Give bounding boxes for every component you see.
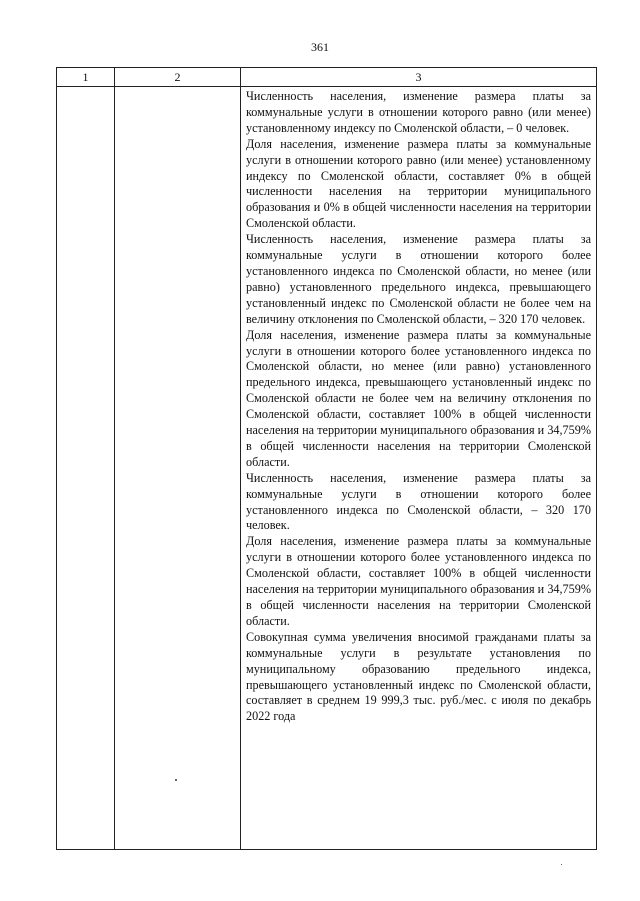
paragraph-population-count-above: Численность населения, изменение размера платы за коммунальные услуги в отношении которого более установленного индекса по Смоленской области, – 320 170 человек. [246,470,591,533]
table-header-row [57,68,597,87]
cell-column-3 [241,87,597,850]
scan-speck [175,779,177,781]
paragraph-total-increase: Совокупная сумма увеличения вносимой гражданами платы за коммунальные услуги в результате установления по муниципальному образованию предельного индекса, превышающего установленный индекс по Смоленской области, составляет в среднем 19 999,3 тыс. руб./мес. с июля по декабрь 2022 года [246,629,591,724]
document-table [56,67,597,850]
page-number: 361 [311,40,329,54]
paragraph-population-share-limit: Доля населения, изменение размера платы за коммунальные услуги в отношении которого более установленного индекса по Смоленской области, но менее (или равно) установленного предельного индекса, превышающего установленный индекс по Смоленской области не более чем на величину отклонения по Смоленской области, составляет 100% в общей численности населения на территории муниципального образования и 34,759% в общей численности населения на территории Смоленской области. [246,327,591,469]
paragraph-population-count-equal: Численность населения, изменение размера платы за коммунальные услуги в отношении которого равно (или менее) установленному индексу по Смоленской области, – 0 человек. [246,89,591,135]
paragraph-population-count-limit: Численность населения, изменение размера платы за коммунальные услуги в отношении которого более установленного индекса по Смоленской области, но менее (или равно) установленного предельного индекса, превышающего установленный индекс по Смоленской области не более чем на величину отклонения по Смоленской области, – 320 170 человек. [246,232,591,326]
column-header-3: 3 [241,68,597,87]
cell-column-1 [57,87,115,850]
column-header-1: 1 [57,68,115,87]
table-row [57,87,597,850]
column-header-2: 2 [115,68,241,87]
cell-column-2 [115,87,241,850]
scan-speck [561,864,562,865]
paragraph-population-share-above: Доля населения, изменение размера платы за коммунальные услуги в отношении которого более установленного индекса по Смоленской области, составляет 100% в общей численности населения на территории муниципального образования и 34,759% в общей численности населения на территории Смоленской области. [246,534,591,628]
paragraph-population-share-equal: Доля населения, изменение размера платы за коммунальные услуги в отношении которого равно (или менее) установленному индексу по Смоленской области, составляет 0% в общей численности населения на территории муниципального образования и 0% в общей численности населения на территории Смоленской области. [246,136,591,231]
